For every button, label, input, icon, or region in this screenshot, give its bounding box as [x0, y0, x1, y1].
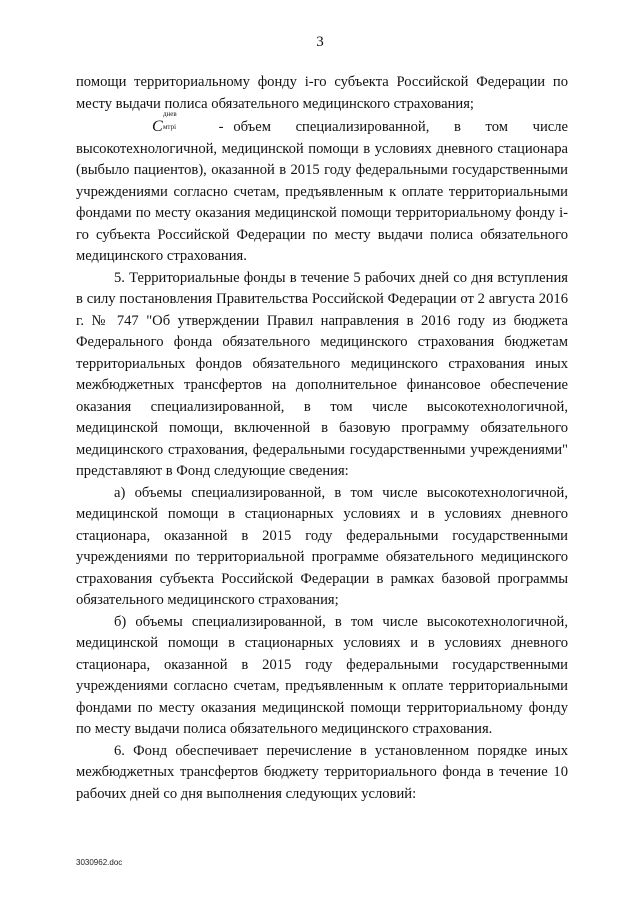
formula-dash: - — [218, 119, 224, 135]
formula-superscript: днев — [163, 110, 177, 118]
paragraph-formula-definition — [76, 110, 568, 268]
formula-subscript: мтрi — [163, 123, 177, 131]
document-body — [76, 72, 568, 805]
paragraph-item-6: 6. Фонд обеспечивает перечисление в установленном порядке иных межбюджетных трансфертов бюджету территориального фонда в течение 10 рабочих дней со дня выполнения следующих условий: — [76, 742, 568, 802]
paragraph-subitem-b: б) объемы специализированной, в том числе высокотехнологичной, медицинской помощи в стационарных условиях и в условиях дневного стационара, оказанной в 2015 году федеральными государственными учреждениями согласно счетам, предъявленным к оплате территориальными фондами по месту оказания медицинской помощи территориальному фонду по месту выдачи полиса обязательного медицинского страхования. — [76, 613, 568, 737]
formula-symbol — [114, 110, 181, 138]
paragraph-item-5: 5. Территориальные фонды в течение 5 рабочих дней со дня вступления в силу постановления Правительства Российской Федерации от 2 августа 2016 г. № 747 "Об утверждении Правил направления в 2016 году из бюджета Федерального фонда обязательного медицинского страхования бюджетам территориальных фондов обязательного медицинского страхования иных межбюджетных трансфертов на дополнительное финансовое обеспечение оказания специализированной, в том числе высокотехнологичной, медицинской помощи, включенной в базовую программу обязательного медицинского страхования, федеральными государственными учреждениями" представляют в Фонд следующие сведения: — [76, 269, 568, 479]
footer-filename: 3030962.doc — [76, 858, 123, 867]
paragraph-continuation: помощи территориальному фонду i-го субъекта Российской Федерации по месту выдачи полиса обязательного медицинского страхования; — [76, 74, 568, 112]
page-number: 3 — [316, 34, 324, 50]
formula-definition-text: объем специализированной, в том числе высокотехнологичной, медицинской помощи в условиях дневного стационара (выбыло пациентов), оказанной в 2015 году федеральными государственными учреждениями согласно счетам, предъявленным к оплате территориальными фондами по месту оказания медицинской помощи территориальному фонду i-го субъекта Российской Федерации по месту выдачи полиса обязательного медицинского страхования. — [76, 119, 568, 264]
formula-symbol-base: С — [152, 118, 163, 135]
paragraph-subitem-a: а) объемы специализированной, в том числе высокотехнологичной, медицинской помощи в стационарных условиях и в условиях дневного стационара, оказанной в 2015 году федеральными государственными учреждениями по территориальной программе обязательного медицинского страхования субъекта Российской Федерации в рамках базовой программы обязательного медицинского страхования; — [76, 484, 568, 608]
